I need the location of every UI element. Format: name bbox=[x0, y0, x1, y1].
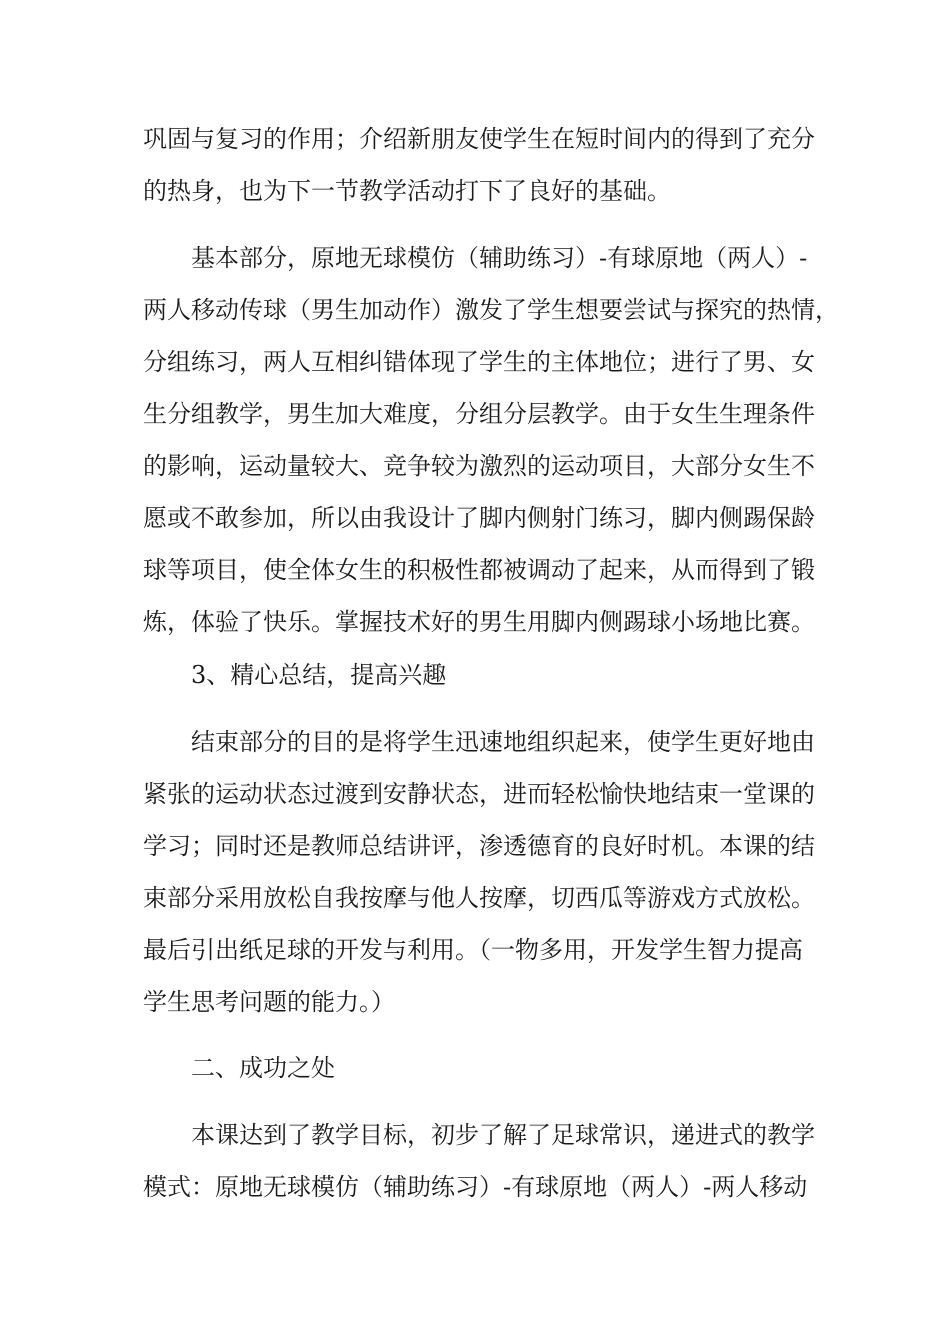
text-line: 巩固与复习的作用；介绍新朋友使学生在短时间内的得到了充分 bbox=[143, 125, 815, 153]
paragraph-start-line: 结束部分的目的是将学生迅速地组织起来，使学生更好地由 bbox=[191, 728, 815, 756]
text-line: 学生思考问题的能力。） bbox=[143, 988, 395, 1016]
text-line: 紧张的运动状态过渡到安静状态，进而轻松愉快地结束一堂课的 bbox=[143, 780, 815, 808]
section-heading: 3、精心总结，提高兴趣 bbox=[191, 661, 447, 689]
text-line: 的影响，运动量较大、竞争较为激烈的运动项目，大部分女生不 bbox=[143, 452, 815, 480]
text-line: 两人移动传球（男生加动作）激发了学生想要尝试与探究的热情， bbox=[143, 296, 839, 324]
paragraph-start-line: 基本部分，原地无球模仿（辅助练习）-有球原地（两人）- bbox=[191, 244, 808, 272]
text-line: 炼，体验了快乐。掌握技术好的男生用脚内侧踢球小场地比赛。 bbox=[143, 608, 815, 636]
text-line: 生分组教学，男生加大难度，分组分层教学。由于女生生理条件 bbox=[143, 400, 815, 428]
paragraph-start-line: 本课达到了教学目标，初步了解了足球常识，递进式的教学 bbox=[191, 1121, 815, 1149]
text-line: 的热身，也为下一节教学活动打下了良好的基础。 bbox=[143, 177, 671, 205]
section-heading: 二、成功之处 bbox=[191, 1054, 335, 1082]
text-line: 分组练习，两人互相纠错体现了学生的主体地位；进行了男、女 bbox=[143, 348, 815, 376]
text-line: 模式：原地无球模仿（辅助练习）-有球原地（两人）-两人移动 bbox=[143, 1173, 808, 1201]
text-line: 最后引出纸足球的开发与利用。（一物多用，开发学生智力提高 bbox=[143, 936, 803, 964]
text-line: 愿或不敢参加，所以由我设计了脚内侧射门练习，脚内侧踢保龄 bbox=[143, 504, 815, 532]
text-line: 学习；同时还是教师总结讲评，渗透德育的良好时机。本课的结 bbox=[143, 832, 815, 860]
text-line: 束部分采用放松自我按摩与他人按摩，切西瓜等游戏方式放松。 bbox=[143, 884, 815, 912]
text-line: 球等项目，使全体女生的积极性都被调动了起来，从而得到了锻 bbox=[143, 556, 815, 584]
